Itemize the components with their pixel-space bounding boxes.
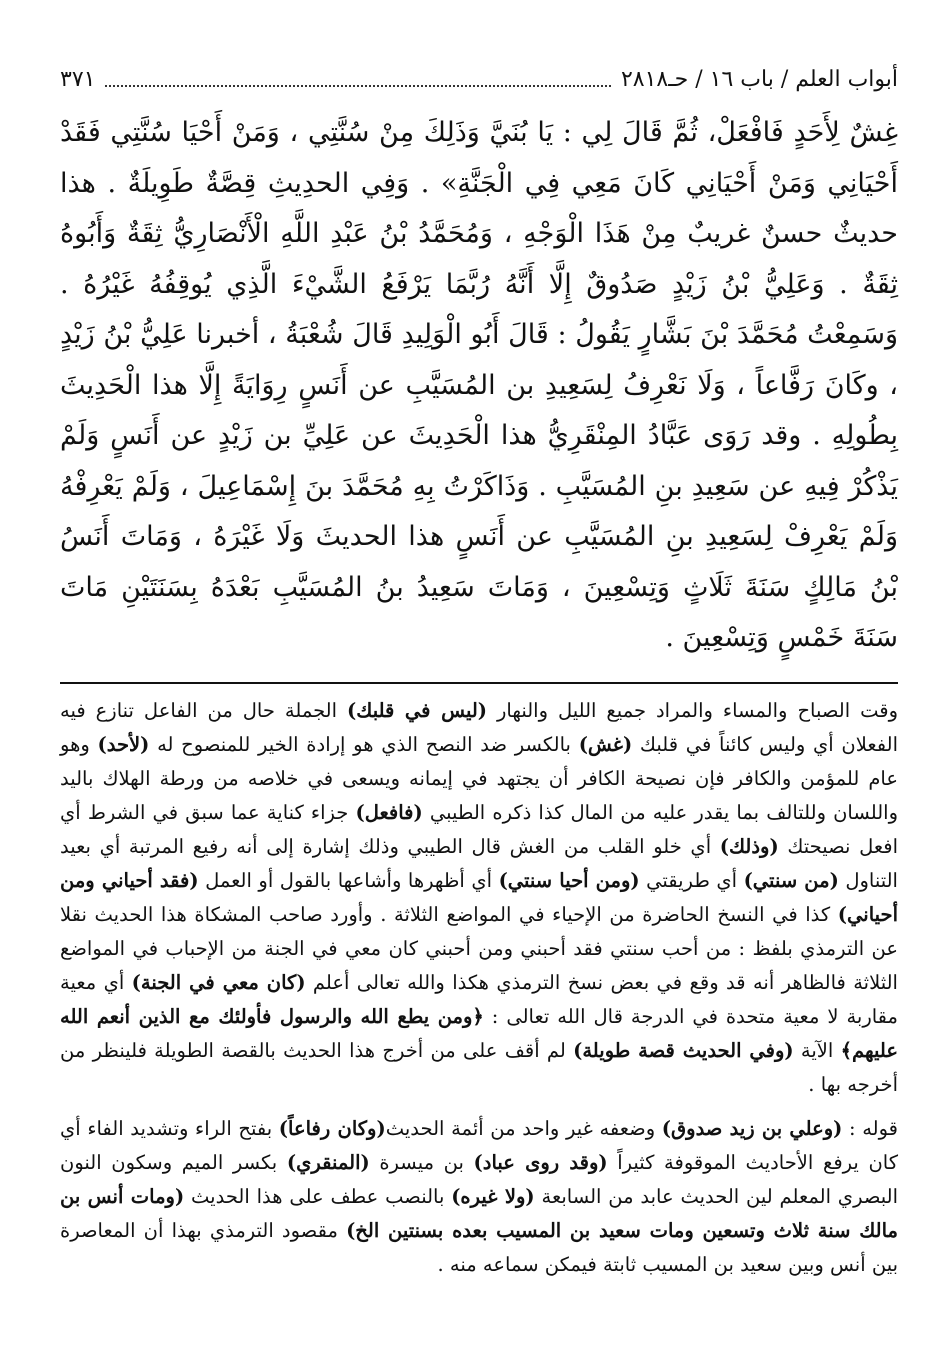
hadith-paragraph: غِشٌ لِأَحَدٍ فَافْعَلْ، ثُمَّ قَالَ لِي : يَا بُنَيَّ وَذَلِكَ مِنْ سُنَّتِي ، وَمَنْ أَحْيَا سُنَّتِي فَقَدْ أَحْيَانِي وَمَنْ أَحْيَانِي كَانَ مَعِي فِي الْجَنَّةِ» . وَفِي الحدِيثِ قِصَّةٌ طَوِيلَةٌ . هذا حديثٌ حسنٌ غريبٌ مِنْ هَذَا الْوَجْهِ ، وَمُحَمَّدُ بْنُ عَبْدِ اللَّهِ الْأَنْصَارِيُّ ثِقَةٌ وَأَبُوهُ ثِقَةٌ . وَعَلِيُّ بْنُ زَيْدٍ صَدُوقٌ إِلَّا أَنَّهُ رُبَّمَا يَرْفَعُ الشَّيْءَ الَّذِي يُوقِفُهُ غَيْرُهُ . وَسَمِعْتُ مُحَمَّدَ بْنَ بَشَّارٍ يَقُولُ : قَالَ أَبُو الْوَلِيدِ قَالَ شُعْبَةُ ، أخبرنا عَلِيُّ بْنُ زَيْدٍ ، وكَانَ رَفَّاعاً ، وَلَا نَعْرِفُ لِسَعِيدِ بن المُسَيَّبِ عن أَنَسٍ رِوَايَةً إِلَّا هذا الْحَدِيثَ بِطُولِهِ . وقد رَوَى عَبَّادُ المِنْقَرِيُّ هذا الْحَدِيثَ عن عَلِيِّ بن زَيْدٍ عن أَنَسٍ وَلَمْ يَذْكُرْ فِيهِ عن سَعِيدِ بنِ المُسَيَّبِ . وَذَاكَرْتُ بِهِ مُحَمَّدَ بنَ إِسْمَاعِيلَ ، وَلَمْ يَعْرِفْهُ وَلَمْ يَعْرِفْ لِسَعِيدِ بنِ المُسَيَّبِ عن أَنَسٍ هذا الحديثَ وَلَا غَيْرَهُ ، وَمَاتَ أَنَسُ بْنُ مَالِكٍ سَنَةَ ثَلَاثٍ وَتِسْعِينَ ، وَمَاتَ سَعِيدُ بنُ المُسَيَّبِ بَعْدَهُ بِسَنَتَيْنِ مَاتَ سَنَةَ خَمْسٍ وَتِسْعِينَ . xyxy=(60,117,899,653)
commentary-text: بالنصب عطف على هذا الحديث xyxy=(184,1184,452,1208)
running-title: أبواب العلم / باب ١٦ / حـ٢٨١٨ xyxy=(620,67,898,92)
commentary-text: أي طريقتي xyxy=(639,868,744,892)
hadith-main-text xyxy=(60,108,898,664)
commentary-text: بن ميسرة xyxy=(369,1150,474,1174)
document-page xyxy=(60,62,898,1282)
page-number: ٣٧١ xyxy=(60,67,96,92)
commentary-lemma: (وفي الحديث قصة طويلة) xyxy=(573,1038,794,1062)
commentary-text: وهو عام للمؤمن والكافر فإن نصيحة الكافر أن يجتهد في إيمانه ويسعى في خلاصه من ورطة الهلاك باليد واللسان وللتالف بما يقدر عليه من المال كذا ذكره الطيبي xyxy=(60,732,899,824)
commentary-text: الآية xyxy=(793,1038,841,1062)
commentary-lemma: (غش) xyxy=(578,732,633,756)
commentary-lemma: (لأحد) xyxy=(97,732,150,756)
header-dotted-leader xyxy=(105,85,610,87)
commentary-lemma: (ومن أحيا سنتي) xyxy=(498,868,640,892)
commentary-lemma: (فافعل) xyxy=(355,800,423,824)
commentary-text: أي معية مقاربة لا معية متحدة في الدرجة قال الله تعالى : xyxy=(60,970,898,1028)
commentary-text: مقصود الترمذي بهذا أن المعاصرة بين أنس وبين سعيد بن المسيب ثابتة فيمكن سماعه منه . xyxy=(60,1218,898,1276)
commentary-lemma: (وقد روى عباد) xyxy=(473,1150,608,1174)
commentary-lemma: (ليس في قلبك) xyxy=(347,698,487,722)
commentary-text: أي خلو القلب من الغش قال الطيبي وذلك إشارة إلى أنه رفيع المرتبة أي بعيد التناول xyxy=(60,834,898,892)
commentary-lemma: (وكان رفاعاً) xyxy=(278,1116,386,1140)
commentary-lemma: (المنقري) xyxy=(286,1150,370,1174)
footnote-separator xyxy=(60,682,898,684)
commentary-text: قوله : xyxy=(842,1116,899,1140)
page-header xyxy=(60,62,898,98)
commentary-text: وضعفه غير واحد من أئمة الحديث xyxy=(385,1116,662,1140)
commentary-lemma: (وذلك) xyxy=(719,834,779,858)
commentary-lemma: (ومات أنس بن مالك سنة ثلاث وتسعين ومات سعيد بن المسيب بعده بسنتين الخ) xyxy=(60,1184,898,1242)
commentary-text: كذا في النسخ الحاضرة من الإحياء في المواضع الثلاثة . وأورد صاحب المشكاة هذا الحديث نقلا عن الترمذي بلفظ : من أحب سنتي فقد أحبني ومن أحبني كان معي في الجنة من الإحباب في المواضع الثلاثة فالظاهر أنه قد وقع في بعض نسخ الترمذي هكذا والله تعالى أعلم xyxy=(60,902,898,994)
commentary-text: الجملة حال من الفاعل تنازع فيه الفعلان أي وليس كائناً في قلبك xyxy=(60,698,898,756)
commentary-text: لم أقف على من أخرج هذا الحديث بالقصة الطويلة فلينظر من أخرجه بها . xyxy=(60,1038,898,1096)
commentary-text: جزاء كناية عما سبق في الشرط أي افعل نصيحتك xyxy=(60,800,898,858)
commentary-lemma: ﴿ومن يطع الله والرسول فأولئك مع الذين أنعم الله عليهم﴾ xyxy=(60,1004,898,1062)
commentary-text: وقت الصباح والمساء والمراد جميع الليل والنهار xyxy=(487,698,898,722)
commentary-paragraph-1 xyxy=(60,694,898,1102)
commentary-text: بكسر الميم وسكون النون البصري المعلم لين الحديث عابد من السابعة xyxy=(60,1150,898,1208)
commentary-text: بفتح الراء وتشديد الفاء أي كان يرفع الأحاديث الموقوفة كثيراً xyxy=(60,1116,898,1174)
commentary-lemma: (من سنتي) xyxy=(743,868,839,892)
commentary-lemma: (ولا غيره) xyxy=(451,1184,535,1208)
commentary-lemma: (وعلي بن زيد صدوق) xyxy=(661,1116,843,1140)
commentary-lemma: (فقد أحياني ومن أحياني) xyxy=(60,868,898,926)
commentary-lemma: (كان معي في الجنة) xyxy=(131,970,306,994)
commentary xyxy=(60,694,898,1282)
commentary-paragraph-2 xyxy=(60,1112,898,1282)
commentary-text: بالكسر ضد النصح الذي هو إرادة الخير للمنصوح له xyxy=(149,732,579,756)
commentary-text: أي أظهرها وأشاعها بالقول أو العمل xyxy=(198,868,499,892)
